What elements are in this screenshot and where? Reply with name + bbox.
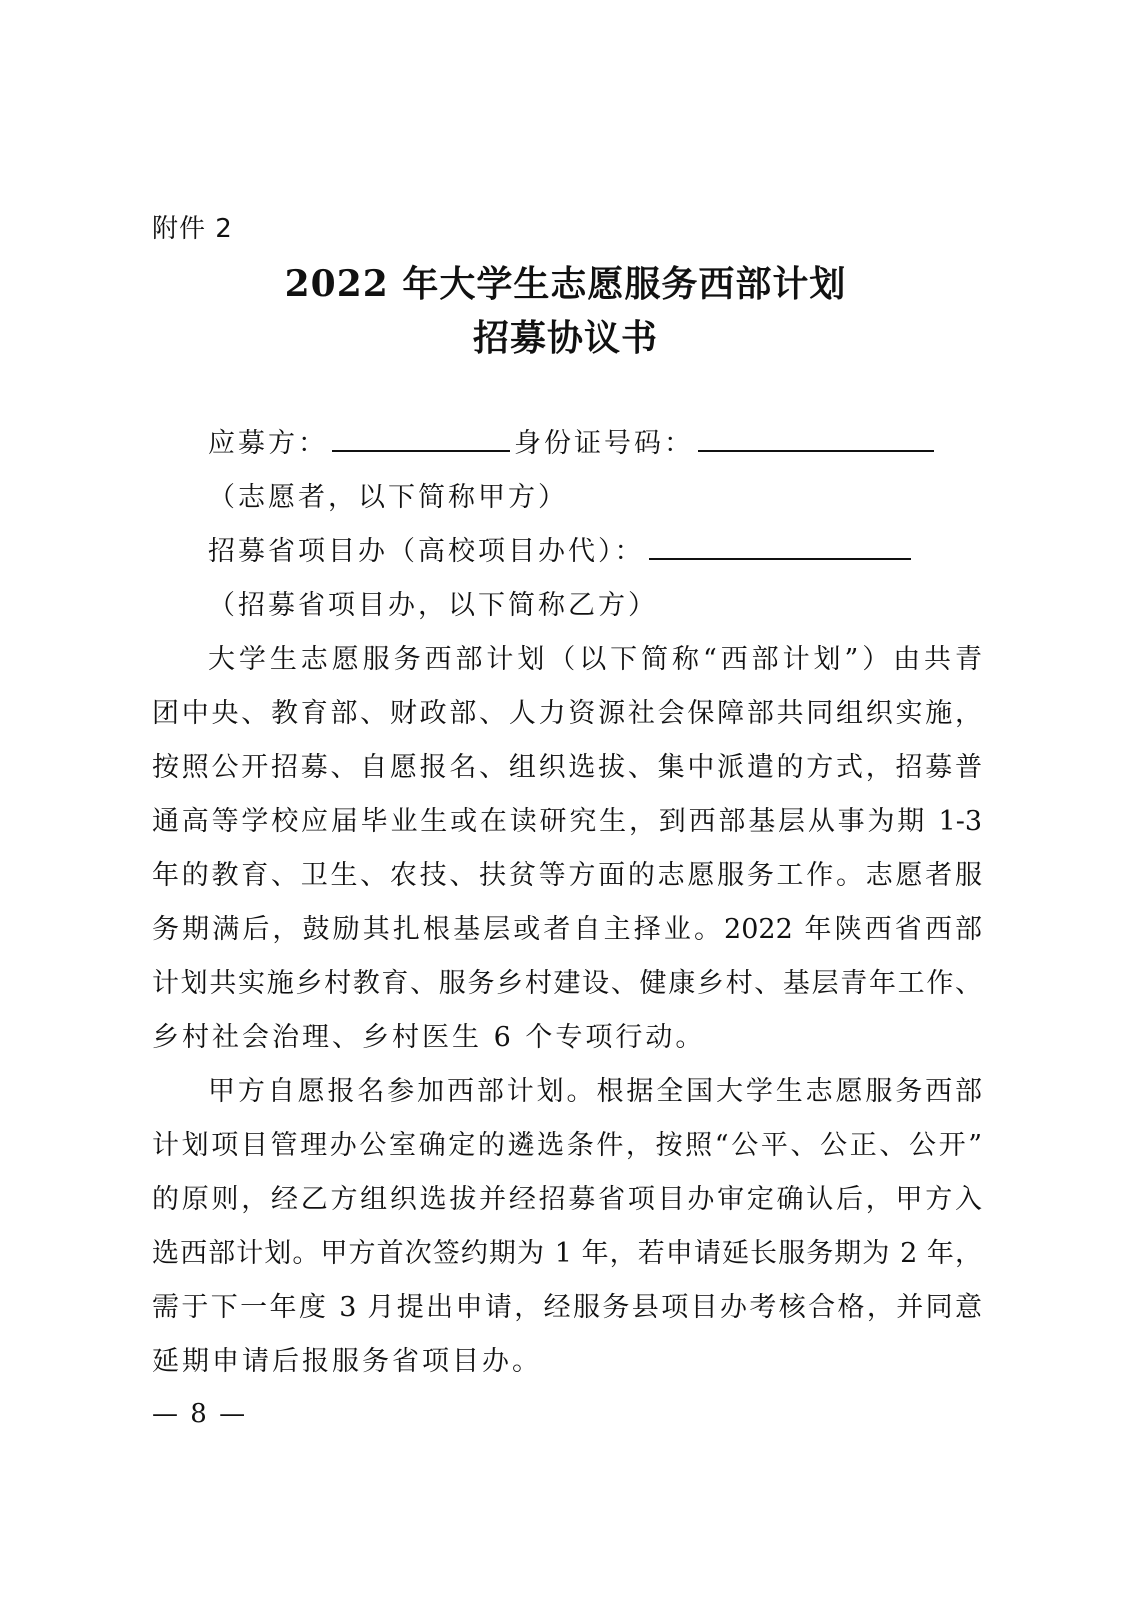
paragraph-2-line: 需于下一年度 3 月提出申请，经服务县项目办考核合格，并同意	[152, 1292, 982, 1323]
party-a-note: （志愿者，以下简称甲方）	[208, 482, 568, 513]
paragraph-1-line: 通高等学校应届毕业生或在读研究生，到西部基层从事为期 1-3	[152, 806, 982, 837]
paragraph-1-line: 计划共实施乡村教育、服务乡村建设、健康乡村、基层青年工作、	[152, 968, 982, 999]
paragraph-2-line: 选西部计划。甲方首次签约期为 1 年，若申请延长服务期为 2 年，	[152, 1238, 982, 1269]
paragraph-1-line: 年的教育、卫生、农技、扶贫等方面的志愿服务工作。志愿者服	[152, 860, 982, 891]
paragraph-1-line: 乡村社会治理、乡村医生 6 个专项行动。	[152, 1022, 706, 1053]
id-number-blank[interactable]	[698, 426, 934, 452]
paragraph-1-line: 务期满后，鼓励其扎根基层或者自主择业。2022 年陕西省西部	[152, 914, 982, 945]
paragraph-2-line: 计划项目管理办公室确定的遴选条件，按照“公平、公正、公开”	[152, 1130, 982, 1161]
paragraph-2-line: 甲方自愿报名参加西部计划。根据全国大学生志愿服务西部	[208, 1076, 982, 1107]
id-number-label: 身份证号码：	[514, 428, 694, 459]
applicant-name-blank[interactable]	[332, 426, 510, 452]
paragraph-1-line: 大学生志愿服务西部计划（以下简称“西部计划”）由共青	[208, 644, 982, 675]
document-title: 2022 年大学生志愿服务西部计划	[284, 263, 847, 305]
attachment-label: 附件 2	[152, 214, 233, 244]
paragraph-2-line: 的原则，经乙方组织选拔并经招募省项目办审定确认后，甲方入	[152, 1184, 982, 1215]
recruiter-field-row	[208, 532, 1038, 572]
recruiter-label: 招募省项目办（高校项目办代）：	[208, 536, 645, 567]
applicant-label: 应募方：	[208, 428, 328, 459]
recruiter-blank[interactable]	[649, 534, 911, 560]
paragraph-1-line: 按照公开招募、自愿报名、组织选拔、集中派遣的方式，招募普	[152, 752, 982, 783]
page-number: — 8 —	[152, 1399, 248, 1429]
paragraph-1-line: 团中央、教育部、财政部、人力资源社会保障部共同组织实施，	[152, 698, 982, 729]
applicant-field-row	[208, 424, 1038, 464]
party-b-note: （招募省项目办，以下简称乙方）	[208, 590, 658, 621]
document-subtitle: 招募协议书	[472, 317, 658, 359]
paragraph-2-line: 延期申请后报服务省项目办。	[152, 1346, 542, 1377]
